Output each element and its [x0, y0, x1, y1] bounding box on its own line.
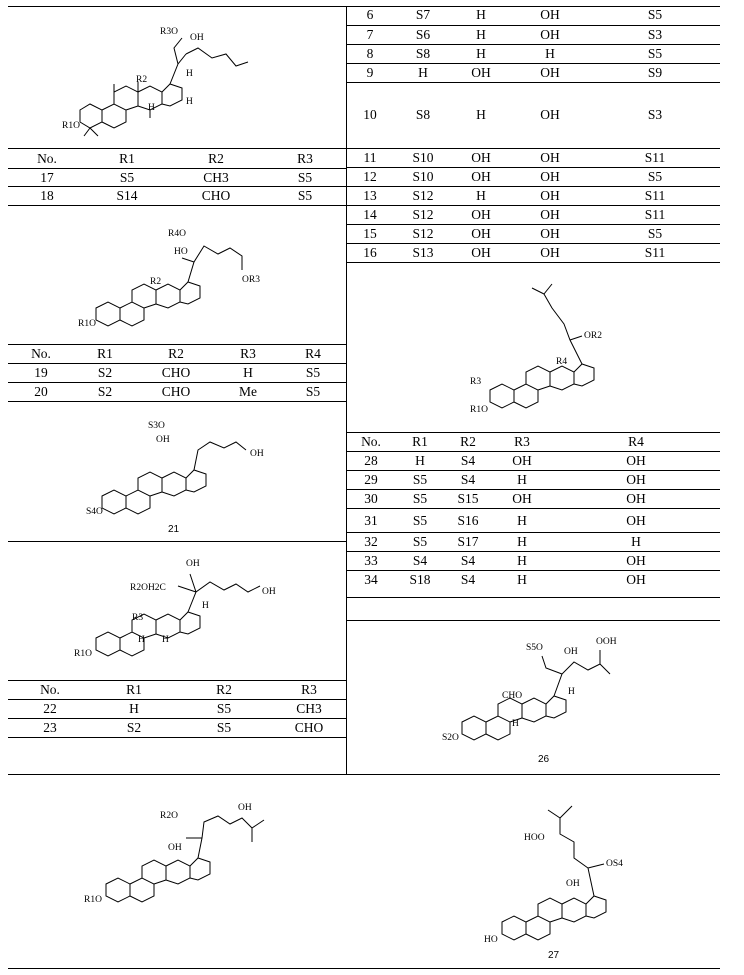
table-row: 16 S13 OH OH S11 — [346, 243, 720, 262]
structure-compound-26 — [432, 628, 662, 768]
table-row: 29 S5 S4 H OH — [346, 471, 720, 490]
section-rule — [8, 774, 720, 775]
ooh-label: OOH — [596, 637, 617, 647]
table-row: 23 S2 S5 CHO — [8, 719, 346, 738]
r1o-label: R1O — [62, 121, 80, 131]
structure-compound-17-18 — [50, 14, 300, 144]
structure-compound-28-34 — [470, 280, 670, 428]
table-row: 11 S10 OH OH S11 — [346, 148, 720, 167]
r2o-label: R2O — [160, 811, 178, 821]
oh-label: OH — [190, 33, 204, 43]
table-header-row: No. R1 R2 R3 R4 — [8, 345, 346, 364]
table-row: 8 S8 H H S5 — [346, 44, 720, 63]
rule-right-597 — [346, 597, 720, 598]
oh-label: OH — [250, 449, 264, 459]
table-row: 15 S12 OH OH S5 — [346, 224, 720, 243]
table-compounds-22-23 — [8, 680, 346, 738]
table-header-row: No. R1 R2 R3 — [8, 149, 346, 169]
structure-compound-22-23 — [70, 546, 330, 676]
table-row: 34 S18 S4 H OH — [364, 572, 646, 588]
s3o-label: S3O — [148, 421, 165, 431]
table-row: 13 S12 H OH S11 — [346, 186, 720, 205]
r2oh2c-label: R2OH2C — [130, 583, 166, 593]
r1o-label: R1O — [470, 405, 488, 415]
table-row: 9 H OH OH S9 — [346, 63, 720, 82]
table-row: 28 H S4 OH OH — [346, 452, 720, 471]
table-row: 7 S6 H OH S3 — [346, 25, 720, 44]
table-compounds-19-20 — [8, 344, 346, 402]
table-row: 31 S5 S16 H OH — [346, 509, 720, 533]
table-row: 12 S10 OH OH S5 — [346, 167, 720, 186]
hoo-label: HOO — [524, 833, 545, 843]
oh-label: OH — [262, 587, 276, 597]
ho-label: HO — [484, 935, 498, 945]
bottom-rule — [8, 968, 720, 969]
h-label: H — [186, 69, 193, 79]
h-label: H — [186, 97, 193, 107]
table-row: 14 S12 OH OH S11 — [346, 205, 720, 224]
table-compounds-17-18 — [8, 148, 346, 206]
r4-label: R4 — [556, 357, 568, 367]
rule-left-541 — [8, 541, 346, 542]
rule-right-620 — [346, 620, 720, 621]
r2-label: R2 — [136, 75, 148, 85]
table-row: 19 S2 CHO H S5 — [8, 364, 346, 383]
r3-label: R3 — [132, 613, 144, 623]
h-label: H — [512, 719, 519, 729]
compound-number-26: 26 — [538, 754, 550, 765]
oh-label: OH — [564, 647, 578, 657]
s5o-label: S5O — [526, 643, 543, 653]
r4o-label: R4O — [168, 229, 186, 239]
table-row: 17 S5 CH3 S5 — [8, 169, 346, 187]
table-row: 6 S7 H OH S5 — [346, 6, 720, 25]
h-label: H — [162, 635, 169, 645]
table-header-row: No. R1 R2 R3 R4 — [346, 433, 720, 452]
os4-label: OS4 — [606, 859, 623, 869]
h-label: H — [202, 601, 209, 611]
compound-number-21: 21 — [168, 524, 180, 535]
s4o-label: S4O — [86, 507, 103, 517]
r3-label: R3 — [470, 377, 482, 387]
oh-label: OH — [238, 803, 252, 813]
table-row: 10 S8 H OH S3 — [346, 82, 720, 148]
s2o-label: S2O — [442, 733, 459, 743]
structure-compound-19-20 — [70, 222, 310, 340]
table-row: 33 S4 S4 H OH — [346, 552, 720, 571]
table-header-row: No. R1 R2 R3 — [8, 681, 346, 700]
r1o-label: R1O — [78, 319, 96, 329]
table-row: 32 S5 S17 H H — [346, 533, 720, 552]
or2-label: OR2 — [584, 331, 602, 341]
table-compounds-28-34 — [346, 432, 720, 590]
or3-label: OR3 — [242, 275, 260, 285]
compound-number-27: 27 — [548, 950, 560, 961]
table-row: 30 S5 S15 OH OH — [346, 490, 720, 509]
h-label: H — [148, 103, 155, 113]
structure-compound-27 — [478, 782, 678, 964]
oh-label: OH — [156, 435, 170, 445]
h-label: H — [568, 687, 575, 697]
table-compounds-6-16 — [346, 6, 720, 263]
oh-label: OH — [168, 843, 182, 853]
cho-label: CHO — [502, 691, 523, 701]
table-row: 22 H S5 CH3 — [8, 700, 346, 719]
table-row: 20 S2 CHO Me S5 — [8, 383, 346, 402]
oh-label: OH — [566, 879, 580, 889]
r1o-label: R1O — [84, 895, 102, 905]
r1o-label: R1O — [74, 649, 92, 659]
oh-label: OH — [186, 559, 200, 569]
r2-label: R2 — [150, 277, 162, 287]
h-label: H — [138, 635, 145, 645]
r3o-label: R3O — [160, 27, 178, 37]
ho-label: HO — [174, 247, 188, 257]
structure-compound-24 — [80, 790, 320, 920]
table-row: 18 S14 CHO S5 — [8, 187, 346, 206]
structure-compound-21 — [86, 416, 306, 536]
